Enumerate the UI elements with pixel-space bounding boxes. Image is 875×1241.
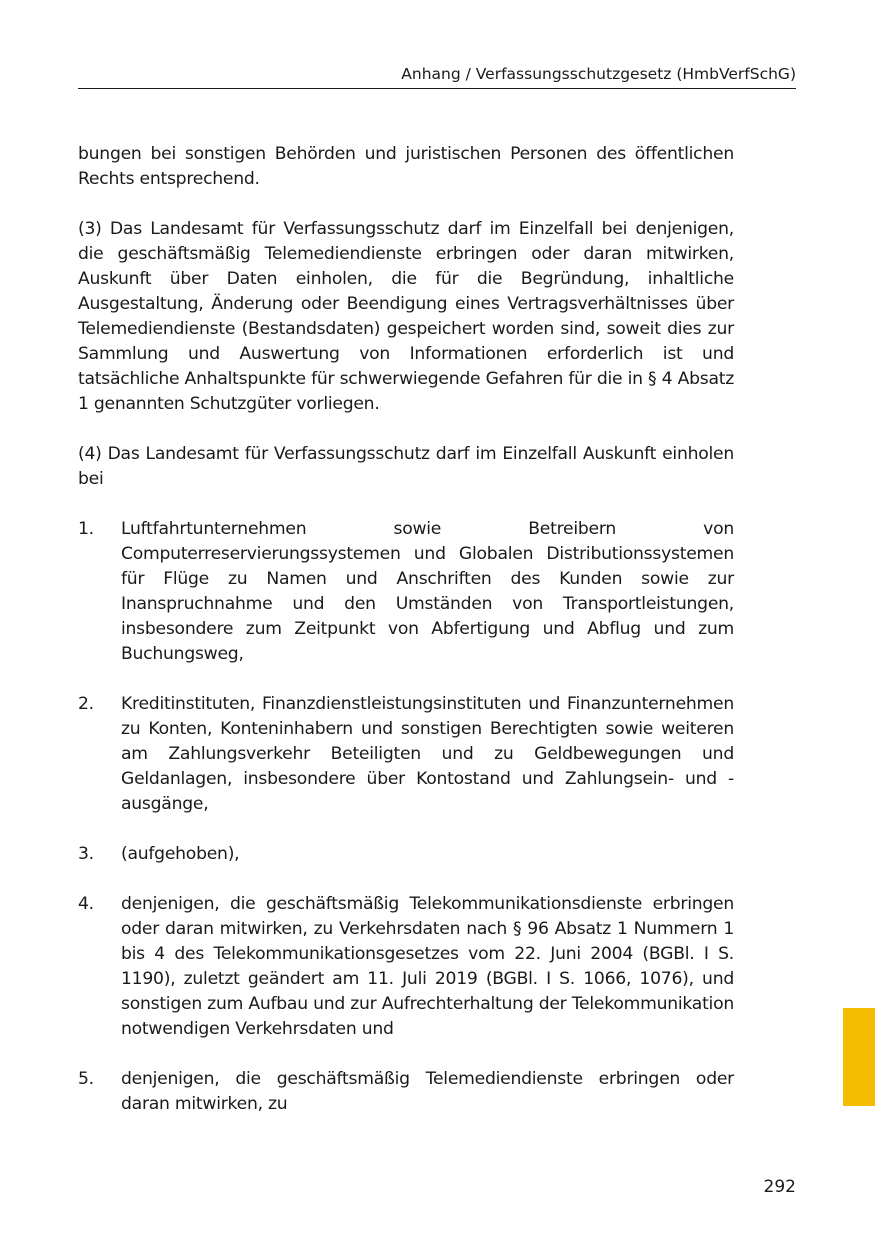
page-number: 292 — [763, 1177, 796, 1197]
section-thumb-tab — [843, 1008, 875, 1106]
list-item-number: 3. — [78, 844, 94, 864]
list-item-number: 5. — [78, 1069, 94, 1089]
list-item-text: Kreditinstituten, Finanzdienstleistungsinstituten und Finanzunternehmen zu Konten, Konteninhabern und sonstigen Berechtigten sowie weiteren am Zahlungsverkehr Beteiligten und zu Geldbewegungen und Geldanlagen, insbesondere über Kontostand und Zahlungsein- und -ausgänge, — [121, 694, 734, 814]
list-item-text: denjenigen, die geschäftsmäßig Telemediendienste erbringen oder daran mitwirken, zu — [121, 1069, 734, 1114]
header-divider — [78, 88, 796, 89]
list-item-text: Luftfahrtunternehmen sowie Betreibern von Computerreservierungssystemen und Globalen Distributionssystemen für Flüge zu Namen und Anschriften des Kunden sowie zur Inanspruchnahme und den Umständen von Transportleistungen, insbesondere zum Zeitpunkt von Abfertigung und Abflug und zum Buchungsweg, — [121, 519, 734, 664]
list-item-number: 4. — [78, 894, 94, 914]
list-item — [78, 1067, 734, 1117]
list-item — [78, 692, 734, 817]
running-header-title: Anhang / Verfassungsschutzgesetz (HmbVerfSchG) — [401, 65, 796, 83]
list-item-text: denjenigen, die geschäftsmäßig Telekommunikationsdienste erbringen oder daran mitwirken, zu Verkehrsdaten nach § 96 Absatz 1 Nummern 1 bis 4 des Telekommunikationsgesetzes vom 22. Juni 2004 (BGBl. I S. 1190), zuletzt geändert am 11. Juli 2019 (BGBl. I S. 1066, 1076), und sonstigen zum Aufbau und zur Aufrechterhaltung der Telekommunikation notwendigen Verkehrsdaten und — [121, 894, 734, 1039]
list-item-text: (aufgehoben), — [121, 844, 240, 864]
paragraph-4: (4) Das Landesamt für Verfassungsschutz darf im Einzelfall Auskunft einholen bei — [78, 444, 734, 489]
page-body — [78, 142, 734, 1142]
continuation-paragraph: bungen bei sonstigen Behörden und juristischen Personen des öffentlichen Rechts entsprechend. — [78, 144, 734, 189]
list-item — [78, 842, 734, 867]
list-item-number: 2. — [78, 694, 94, 714]
paragraph-3: (3) Das Landesamt für Verfassungsschutz darf im Einzelfall bei denjenigen, die geschäftsmäßig Telemediendienste erbringen oder daran mitwirken, Auskunft über Daten einholen, die für die Begründung, inhaltliche Ausgestaltung, Änderung oder Beendigung eines Vertragsverhältnisses über Telemediendienste (Bestandsdaten) gespeichert worden sind, soweit dies zur Sammlung und Auswertung von Informationen erforderlich ist und tatsächliche Anhaltspunkte für schwerwiegende Gefahren für die in § 4 Absatz 1 genannten Schutzgüter vorliegen. — [78, 219, 734, 414]
list-item — [78, 892, 734, 1042]
list-item — [78, 517, 734, 667]
list-item-number: 1. — [78, 519, 94, 539]
